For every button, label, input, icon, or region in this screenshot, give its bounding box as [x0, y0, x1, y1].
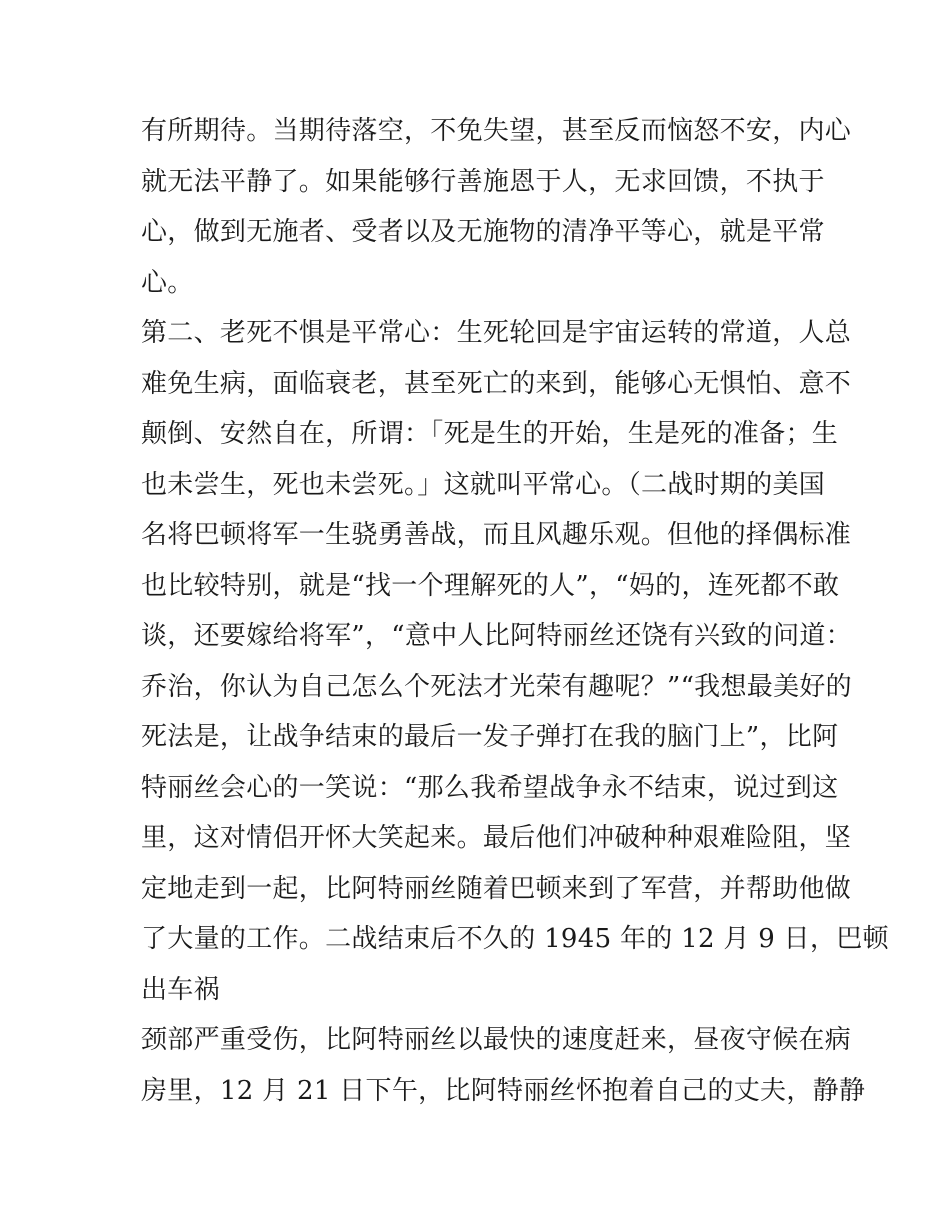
text-line: 颈部严重受伤，比阿特丽丝以最快的速度赶来，昼夜守候在病	[141, 1025, 852, 1055]
text-line: 难免生病，面临衰老，甚至死亡的来到，能够心无惧怕、意不	[141, 368, 852, 399]
text-line: 了大量的工作。二战结束后不久的 1945 年的 12 月 9 日，巴顿	[141, 924, 889, 954]
text-line: 也未尝生，死也未尝死。」这就叫平常心。（二战时期的美国	[141, 469, 826, 500]
text-line: 第二、老死不惧是平常心：生死轮回是宇宙运转的常道，人总	[141, 318, 852, 348]
text-line: 心。	[141, 267, 194, 298]
text-line: 名将巴顿将军一生骁勇善战，而且风趣乐观。但他的择偶标准	[141, 520, 852, 550]
text-line: 颠倒、安然自在，所谓：「死是生的开始，生是死的准备；生	[141, 419, 839, 449]
body-text	[141, 106, 889, 1116]
text-line: 死法是，让战争结束的最后一发子弹打在我的脑门上”，比阿	[141, 722, 839, 752]
text-line: 就无法平静了。如果能够行善施恩于人，无求回馈，不执于	[141, 166, 825, 197]
text-line: 定地走到一起，比阿特丽丝随着巴顿来到了军营，并帮助他做	[141, 873, 852, 904]
text-line: 特丽丝会心的一笑说：“那么我希望战争永不结束，说过到这	[141, 772, 839, 803]
text-line: 心，做到无施者、受者以及无施物的清净平等心，就是平常	[141, 217, 825, 247]
text-line: 出车祸	[141, 974, 220, 1005]
text-line: 房里，12 月 21 日下午，比阿特丽丝怀抱着自己的丈夫，静静	[141, 1075, 866, 1106]
text-line: 也比较特别，就是“找一个理解死的人”，“妈的，连死都不敢	[141, 570, 840, 601]
text-line: 乔治，你认为自己怎么个死法才光荣有趣呢？”“我想最美好的	[141, 671, 852, 702]
text-line: 谈，还要嫁给将军”，“意中人比阿特丽丝还饶有兴致的问道：	[141, 621, 852, 651]
text-line: 有所期待。当期待落空，不免失望，甚至反而恼怒不安，内心	[141, 116, 852, 146]
text-line: 里，这对情侣开怀大笑起来。最后他们冲破种种艰难险阻，坚	[141, 823, 852, 853]
